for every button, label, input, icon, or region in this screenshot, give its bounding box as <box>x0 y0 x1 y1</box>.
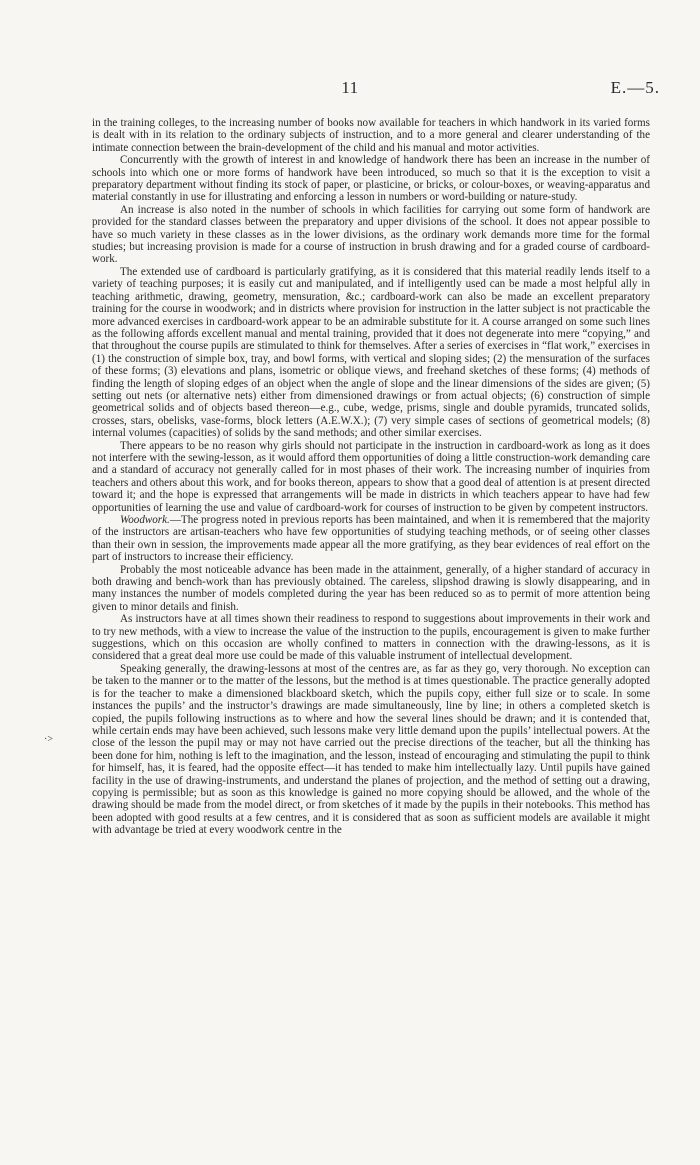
margin-mark: ·> <box>44 734 53 745</box>
page-number: 11 <box>341 78 359 97</box>
paragraph: An increase is also noted in the number of schools in which facilities for carrying out some form of handwork are provided for the standard classes between the preparatory and upper divisions of the school. It does not appear possible to have so much variety in these classes as in the lower divisions, as the ordinary work demands more time for the formal studies; but increasing provision is made for a course of instruction in brush drawing and for a graded course of cardboard-work. <box>92 203 650 266</box>
body-text <box>92 117 650 837</box>
paragraph: Probably the most noticeable advance has been made in the attainment, generally, of a higher standard of accuracy in both drawing and bench-work than has previously obtained. The careless, slipshod drawing is slowly disappearing, and in many instances the number of models completed during the year has been reduced so as to permit of more attention being given to minor details and finish. <box>92 563 650 613</box>
paragraph-text: —The progress noted in previous reports has been maintained, and when it is remembered that the majority of the instructors are artisan-teachers who have few opportunities of studying teaching methods, or of seeing other classes than their own in session, the improvements made appear all the more gratifying, as they bear evidences of real effort on the part of instructors to increase their efficiency. <box>92 514 650 564</box>
paragraph: The extended use of cardboard is particularly gratifying, as it is considered that this material readily lends itself to a variety of teaching purposes; it is easily cut and manipulated, and if intelligently used can be made a most helpful ally in teaching arithmetic, drawing, geometry, mensuration, &c.; cardboard-work can also be made an excellent preparatory training for the course in woodwork; and in districts where provision for instruction in the latter subject is not practicable the more advanced exercises in cardboard-work appear to be an admirable substitute for it. A course arranged on some such lines as the following affords excellent manual and mental training, provided that it does not degenerate into mere “copying,” and that throughout the course pupils are stimulated to think for themselves. After a series of exercises in “flat work,” exercises in (1) the construction of simple box, tray, and bowl forms, with vertical and sloping sides; (2) the mensuration of the surfaces of these forms; (3) elevations and plans, isometric or oblique views, and freehand sketches of these forms; (4) methods of finding the length of sloping edges of an object when the angle of slope and the linear dimensions of the sides are given; (5) setting out nets (or alternative nets) either from dimensioned drawings or from actual objects; (6) construction of simple geometrical solids and of objects based thereon—e.g., cube, wedge, prisms, single and double pyramids, truncated solids, crosses, stars, obelisks, vase-forms, block letters (A.E.W.X.); (7) very simple cases of sections of geometrical models; (8) internal volumes (capacities) of solids by the sand methods; and other similar exercises. <box>92 265 650 440</box>
paragraph: As instructors have at all times shown their readiness to respond to suggestions about improvements in their work and to try new methods, with a view to increase the value of the instruction to the pupils, encouragement is given to make further suggestions, which on this occasion are wholly confined to matters in connection with the drawing-lessons, as it is considered that a great deal more use could be made of this valuable instrument of intellectual development. <box>92 613 650 663</box>
paragraph-woodwork <box>92 514 650 564</box>
paragraph: in the training colleges, to the increasing number of books now available for teachers in which handwork in its varied forms is dealt with in its relation to the ordinary subjects of instruction, and to a more general and clearer understanding of the intimate connection between the brain-development of the child and his manual and motor activities. <box>92 117 650 154</box>
paragraph: There appears to be no reason why girls should not participate in the instruction in cardboard-work as long as it does not interfere with the sewing-lesson, as it would afford them opportunities of doing a little construction-work demanding care and a standard of accuracy not generally called for in most phases of their work. The increasing number of inquiries from teachers and others about this work, and for books thereon, appears to show that a good deal of attention is at present directed toward it; and the hope is expressed that arrangements will be made in districts in which teachers appear to have had few opportunities of learning the use and value of cardboard-work for courses of instruction to be given by competent instructors. <box>92 439 650 514</box>
series-reference: E.—5. <box>610 78 660 97</box>
paragraph: Speaking generally, the drawing-lessons at most of the centres are, as far as they go, very thorough. No exception can be taken to the manner or to the matter of the lessons, but the method is at times questionable. The practice generally adopted is for the teacher to make a dimensioned blackboard sketch, which the pupils copy, either full size or to scale. In some instances the pupils’ and the instructor’s drawings are made simultaneously, line by line; in others a completed sketch is copied, the pupils following instructions as to where and how the several lines should be drawn; and it is contended that, while certain ends may have been achieved, such lessons make very little demand upon the pupils’ intellectual powers. At the close of the lesson the pupil may or may not have carried out the precise directions of the teacher, but all the thinking has been done for him, nothing is left to the imagination, and the lesson, instead of encouraging and stimulating the pupil to think for himself, has, it is feared, had the opposite effect—it has tended to make him intellectually lazy. Until pupils have gained facility in the use of drawing-instruments, and understand the planes of projection, and the method of setting out a drawing, copying is permissible; but as soon as this knowledge is gained no more copying should be allowed, and the whole of the drawing should be made from the model direct, or from sketches of it made by the pupils in their notebooks. This method has been adopted with good results at a few centres, and it is considered that as soon as sufficient models are available it might with advantage be tried at every woodwork centre in the <box>92 662 650 837</box>
paragraph: Concurrently with the growth of interest in and knowledge of handwork there has been an increase in the number of schools into which one or more forms of handwork have been introduced, so much so that it is the exception to visit a preparatory department without finding its stock of paper, or plasticine, or bricks, or colour-boxes, or weaving-apparatus and material constantly in use for illustrating and enforcing a lesson in numbers or word-building or nature-study. <box>92 154 650 204</box>
section-heading-woodwork: Woodwork. <box>120 514 170 526</box>
